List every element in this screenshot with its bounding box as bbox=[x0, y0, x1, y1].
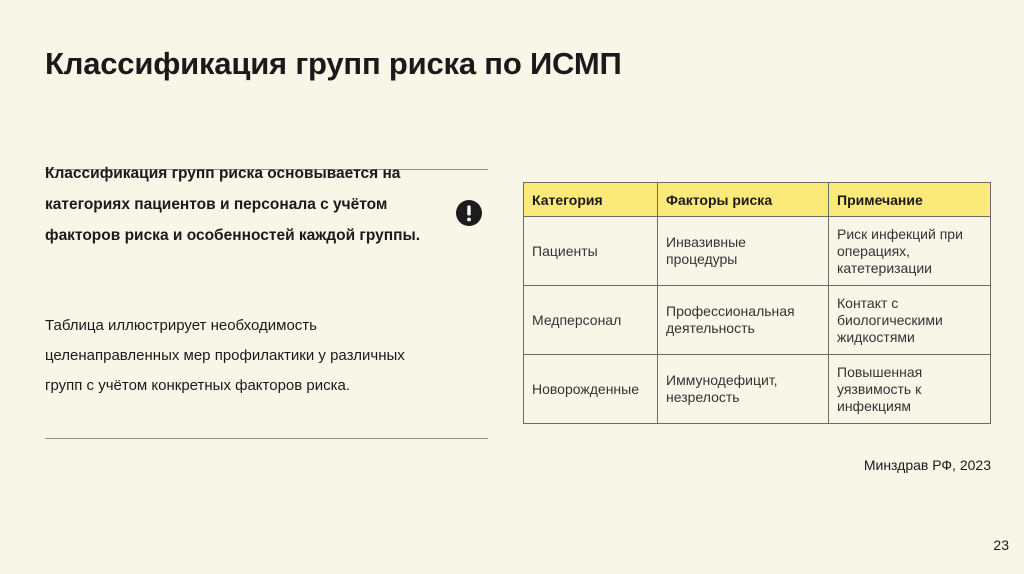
cell-note: Риск инфекций при операциях, катетеризации bbox=[829, 217, 991, 286]
cell-note: Контакт с биологическими жидкостями bbox=[829, 286, 991, 355]
table-row bbox=[524, 217, 991, 286]
cell-risk-factors: Иммунодефицит, незрелость bbox=[658, 355, 829, 424]
cell-risk-factors: Инвазивные процедуры bbox=[658, 217, 829, 286]
exclamation-circle-icon bbox=[455, 199, 483, 227]
lead-paragraph: Классификация групп риска основывается на категориях пациентов и персонала с учётом факторов риска и особенностей каждой группы. bbox=[45, 165, 421, 244]
header-risk-factors: Факторы риска bbox=[658, 183, 829, 217]
cell-category: Медперсонал bbox=[524, 286, 658, 355]
table-row bbox=[524, 355, 991, 424]
source-citation: Минздрав РФ, 2023 bbox=[863, 457, 991, 473]
header-note: Примечание bbox=[829, 183, 991, 217]
cell-risk-factors: Профессиональная деятельность bbox=[658, 286, 829, 355]
header-category: Категория bbox=[524, 183, 658, 217]
cell-category: Пациенты bbox=[524, 217, 658, 286]
table-row bbox=[524, 286, 991, 355]
slide-title: Классификация групп риска по ИСМП bbox=[45, 46, 622, 81]
bottom-divider bbox=[45, 438, 488, 439]
table-header-row bbox=[524, 183, 991, 217]
cell-category: Новорожденные bbox=[524, 355, 658, 424]
body-paragraph: Таблица иллюстрирует необходимость целенаправленных мер профилактики у различных групп с учётом конкретных факторов риска. bbox=[45, 317, 405, 394]
risk-groups-table bbox=[523, 182, 991, 424]
page-number: 23 bbox=[993, 537, 1009, 553]
cell-note: Повышенная уязвимость к инфекциям bbox=[829, 355, 991, 424]
